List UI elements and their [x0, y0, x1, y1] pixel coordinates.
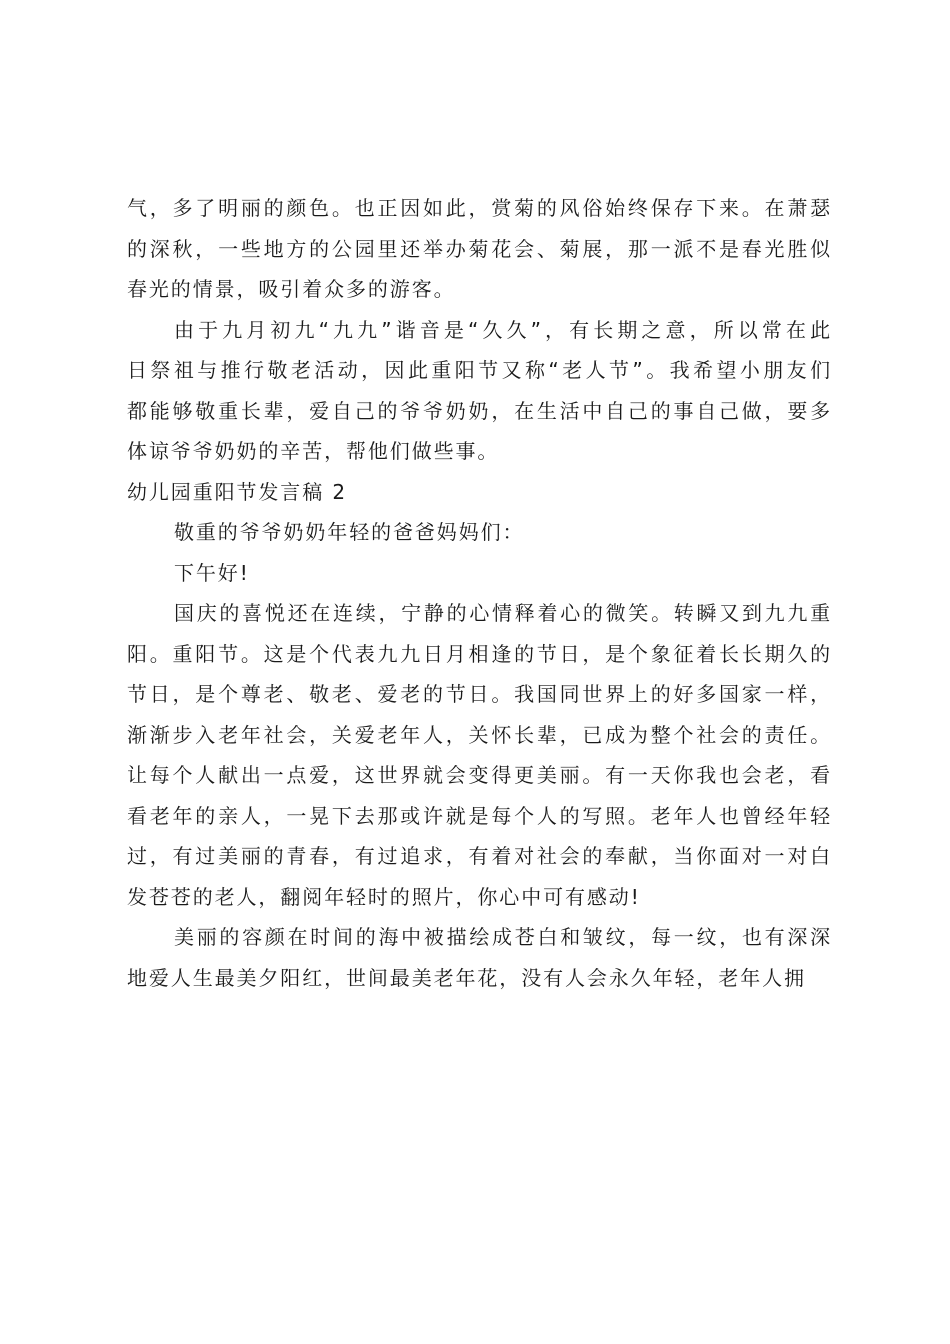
text-line: 体谅爷爷奶奶的辛苦，帮他们做些事。 — [127, 439, 500, 463]
text-line: 渐渐步入老年社会，关爱老年人，关怀长辈，已成为整个社会的责任。 — [127, 722, 832, 747]
text-line: 节日，是个尊老、敬老、爱老的节日。我国同世界上的好多国家一样， — [127, 682, 832, 706]
text-line: 下午好! — [174, 560, 250, 585]
text-line: 过，有过美丽的青春，有过追求，有着对社会的奉献，当你面对一对白 — [127, 844, 832, 868]
paragraph — [127, 553, 832, 594]
text-line: 由于九月初九“九九”谐音是“久久”，有长期之意，所以常在此 — [174, 317, 832, 342]
document-body — [127, 188, 832, 998]
text-line: 让每个人献出一点爱，这世界就会变得更美丽。有一天你我也会老，看 — [127, 763, 832, 787]
text-line: 敬重的爷爷奶奶年轻的爸爸妈妈们： — [174, 520, 525, 544]
text-line: 都能够敬重长辈，爱自己的爷爷奶奶，在生活中自己的事自己做，要多 — [127, 398, 832, 423]
paragraph — [127, 188, 832, 310]
text-line: 幼儿园重阳节发言稿 2 — [127, 479, 347, 504]
text-line: 日祭祖与推行敬老活动，因此重阳节又称“老人节”。我希望小朋友们 — [127, 358, 832, 382]
text-line: 气，多了明丽的颜色。也正因如此，赏菊的风俗始终保存下来。在萧瑟 — [127, 196, 832, 220]
text-line: 发苍苍的老人，翻阅年轻时的照片，你心中可有感动! — [127, 884, 641, 909]
paragraph — [127, 512, 832, 553]
paragraph — [127, 917, 832, 998]
section-heading — [127, 472, 832, 513]
text-line: 地爱人生最美夕阳红，世间最美老年花，没有人会永久年轻，老年人拥 — [127, 965, 806, 990]
text-line: 春光的情景，吸引着众多的游客。 — [127, 277, 456, 301]
text-line: 阳。重阳节。这是个代表九九日月相逢的节日，是个象征着长长期久的 — [127, 641, 832, 666]
text-line: 的深秋，一些地方的公园里还举办菊花会、菊展，那一派不是春光胜似 — [127, 236, 832, 261]
text-line: 看老年的亲人，一晃下去那或许就是每个人的写照。老年人也曾经年轻 — [127, 803, 832, 828]
paragraph — [127, 310, 832, 472]
text-line: 美丽的容颜在时间的海中被描绘成苍白和皱纹，每一纹，也有深深 — [174, 925, 832, 949]
text-line: 国庆的喜悦还在连续，宁静的心情释着心的微笑。转瞬又到九九重 — [174, 601, 832, 625]
paragraph — [127, 593, 832, 917]
